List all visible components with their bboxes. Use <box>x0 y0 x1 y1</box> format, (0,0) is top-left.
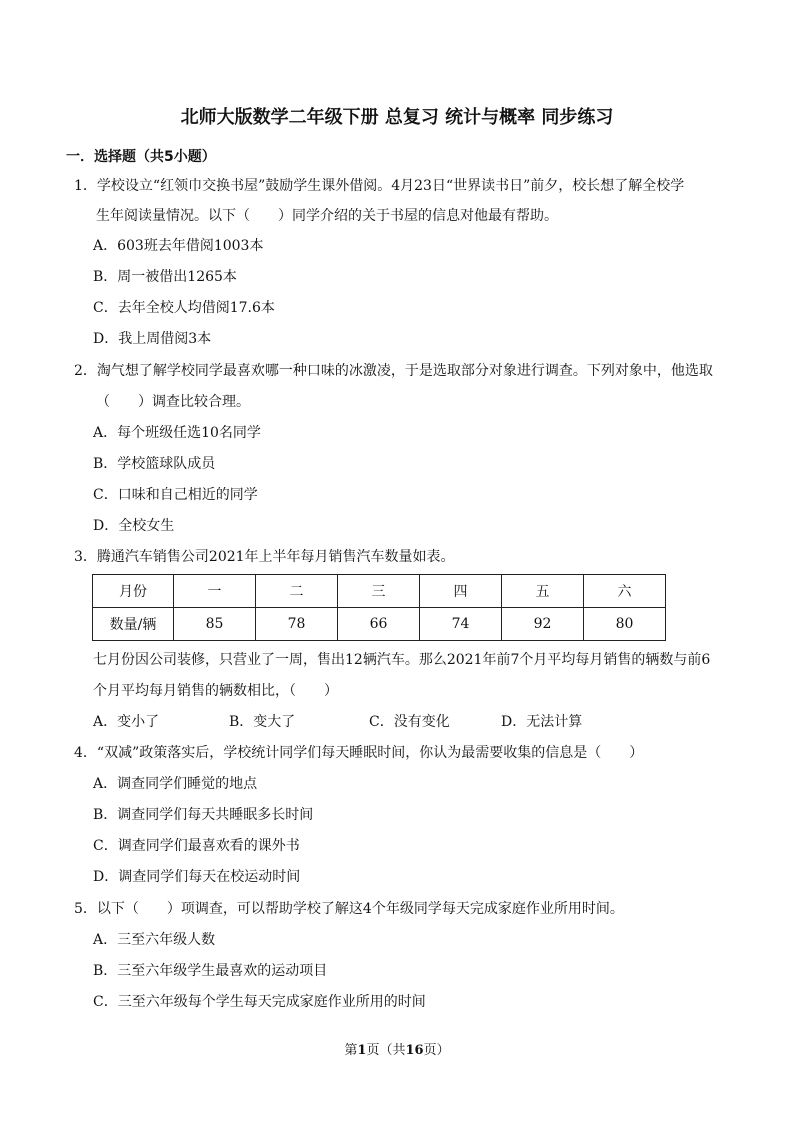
q3-option-d[interactable]: D．无法计算 <box>501 714 583 730</box>
question-3-continuation: 个月平均每月销售的辆数相比，（ ） <box>93 683 338 699</box>
question-1-text <box>74 176 684 196</box>
q5-option-c[interactable]: C．三至六年级每个学生每天完成家庭作业所用的时间 <box>93 994 426 1010</box>
question-3-continuation: 七月份因公司装修，只营业了一周，售出12辆汽车。那么2021年前7个月平均每月销售的辆数与前6 <box>93 652 711 668</box>
table-cell: 66 <box>338 608 420 641</box>
table-cell: 80 <box>584 608 666 641</box>
question-2-text <box>74 361 713 381</box>
q1-option-a[interactable]: A．603班去年借阅1003本 <box>93 238 264 254</box>
q3-option-a[interactable]: A．变小了 <box>93 714 160 730</box>
question-number: 4． <box>74 745 97 761</box>
table-cell: 一 <box>174 575 256 608</box>
q3-option-b[interactable]: B．变大了 <box>229 714 296 730</box>
question-number: 5． <box>74 901 97 917</box>
section-heading: 一．选择题（共5小题） <box>66 149 216 165</box>
question-3-text <box>74 547 455 567</box>
q2-option-b[interactable]: B．学校篮球队成员 <box>93 456 216 472</box>
question-line: 学校设立“红领巾交换书屋”鼓励学生课外借阅。4月23日“世界读书日”前夕，校长想了解全校学 <box>96 178 685 194</box>
table-cell: 四 <box>420 575 502 608</box>
q2-option-d[interactable]: D．全校女生 <box>93 518 175 534</box>
sales-table <box>92 574 666 641</box>
q2-option-c[interactable]: C．口味和自己相近的同学 <box>93 487 258 503</box>
q3-options <box>93 712 613 732</box>
q1-option-c[interactable]: C．去年全校人均借阅17.6本 <box>93 300 275 316</box>
footer-middle: 页（共 <box>366 1043 406 1058</box>
table-cell: 三 <box>338 575 420 608</box>
q2-option-a[interactable]: A．每个班级任选10名同学 <box>93 425 261 441</box>
question-1-continuation: 生年阅读量情况。以下（ ）同学介绍的关于书屋的信息对他最有帮助。 <box>96 208 558 224</box>
question-2-continuation: （ ）调查比较合理。 <box>96 394 250 410</box>
question-line: 以下（ ）项调查，可以帮助学校了解这4个年级同学每天完成家庭作业所用时间。 <box>96 901 624 917</box>
table-cell: 五 <box>502 575 584 608</box>
question-4-text <box>74 743 643 763</box>
question-line: 淘气想了解学校同学最喜欢哪一种口味的冰激凌，于是选取部分对象进行调查。下列对象中，他选取 <box>96 363 713 379</box>
table-cell: 78 <box>256 608 338 641</box>
q4-option-a[interactable]: A．调查同学们睡觉的地点 <box>93 776 258 792</box>
question-number: 2． <box>74 363 97 379</box>
question-number: 3． <box>74 549 97 565</box>
table-cell: 85 <box>174 608 256 641</box>
question-5-text <box>74 899 624 919</box>
table-cell: 二 <box>256 575 338 608</box>
q1-option-d[interactable]: D．我上周借阅3本 <box>93 331 212 347</box>
table-row <box>93 608 666 641</box>
q1-option-b[interactable]: B．周一被借出1265本 <box>93 269 237 285</box>
question-number: 1． <box>74 178 97 194</box>
footer-prefix: 第 <box>344 1043 358 1058</box>
footer-total-pages: 16 <box>405 1043 424 1058</box>
question-line: 腾通汽车销售公司2021年上半年每月销售汽车数量如表。 <box>96 549 455 565</box>
q4-option-b[interactable]: B．调查同学们每天共睡眠多长时间 <box>93 807 314 823</box>
footer-page-number: 1 <box>357 1043 367 1058</box>
table-header-cell: 数量/辆 <box>93 608 174 641</box>
q4-option-d[interactable]: D．调查同学们每天在校运动时间 <box>93 869 301 885</box>
table-header-cell: 月份 <box>93 575 174 608</box>
table-cell: 六 <box>584 575 666 608</box>
q5-option-a[interactable]: A．三至六年级人数 <box>93 932 216 948</box>
question-line: “双减”政策落实后，学校统计同学们每天睡眠时间，你认为最需要收集的信息是（ ） <box>96 745 644 761</box>
page-title: 北师大版数学二年级下册 总复习 统计与概率 同步练习 <box>180 107 614 128</box>
table-cell: 92 <box>502 608 584 641</box>
footer-suffix: 页） <box>423 1043 450 1058</box>
table-cell: 74 <box>420 608 502 641</box>
q4-option-c[interactable]: C．调查同学们最喜欢看的课外书 <box>93 838 300 854</box>
q5-option-b[interactable]: B．三至六年级学生最喜欢的运动项目 <box>93 963 328 979</box>
table-row <box>93 575 666 608</box>
q3-option-c[interactable]: C．没有变化 <box>369 714 450 730</box>
page-footer <box>0 1039 794 1058</box>
